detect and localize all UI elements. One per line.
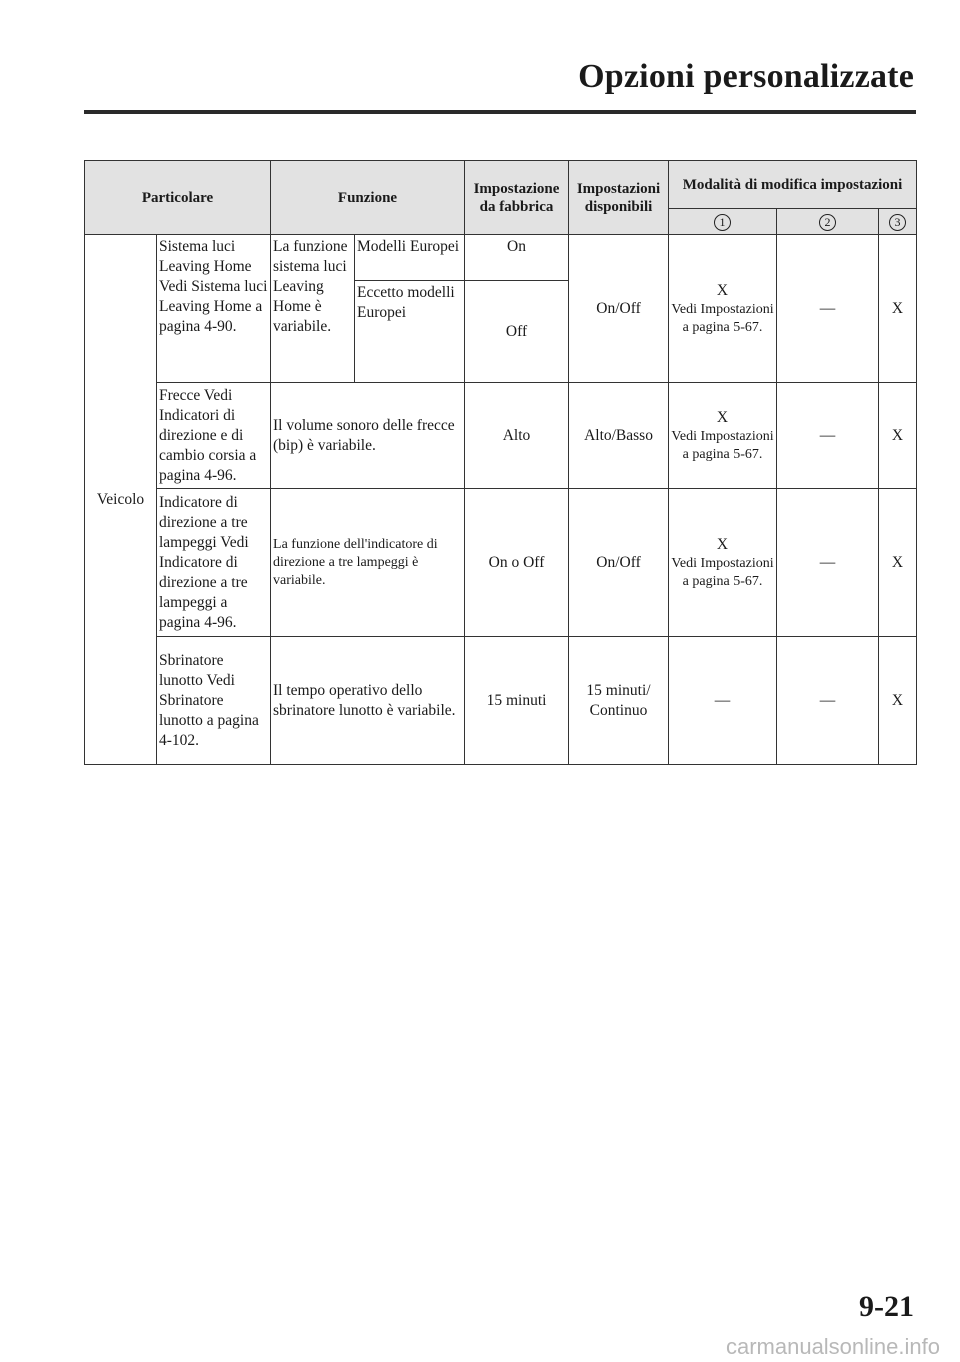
available-cell: Alto/Basso xyxy=(569,383,669,489)
mode-1-mark: X xyxy=(716,281,729,299)
factory-cell: On xyxy=(465,235,569,281)
header-modes: Modalità di modifica impostazioni xyxy=(669,161,917,209)
mode-2-circle-icon: 2 xyxy=(819,214,836,231)
mode-3-cell: X xyxy=(879,383,917,489)
item-cell: Sistema luci Leaving Home Vedi Sistema luci Leaving Home a pagina 4-90. xyxy=(157,235,271,383)
header-mode-2 xyxy=(777,209,879,235)
function-cell: La funzione dell'indicatore di direzione a tre lampeggi è variabile. xyxy=(271,489,465,637)
item-cell: Sbrinatore lunotto Vedi Sbrinatore lunotto a pagina 4-102. xyxy=(157,637,271,765)
table-row xyxy=(85,489,917,637)
table-row xyxy=(85,637,917,765)
mode-3-cell: X xyxy=(879,235,917,383)
function-cell: La funzione sistema luci Leaving Home è variabile. xyxy=(271,235,355,383)
mode-1-mark: X xyxy=(716,408,729,426)
factory-cell: 15 minuti xyxy=(465,637,569,765)
watermark-link[interactable]: carmanualsonline.info xyxy=(725,1334,940,1359)
mode-2-cell: — xyxy=(777,637,879,765)
mode-1-note: Vedi Impostazioni a pagina 5-67. xyxy=(671,301,774,335)
factory-cell: Alto xyxy=(465,383,569,489)
mode-1-note: Vedi Impostazioni a pagina 5-67. xyxy=(671,555,774,589)
function-cell: Il volume sonoro delle frecce (bip) è variabile. xyxy=(271,383,465,489)
category-cell: Veicolo xyxy=(85,235,157,765)
mode-3-cell: X xyxy=(879,637,917,765)
mode-2-cell: — xyxy=(777,489,879,637)
factory-cell: On o Off xyxy=(465,489,569,637)
factory-cell: Off xyxy=(465,281,569,383)
title-divider xyxy=(84,110,916,114)
header-particolare: Particolare xyxy=(85,161,271,235)
header-available-settings: Impostazioni disponibili xyxy=(569,161,669,235)
item-cell: Indicatore di direzione a tre lampeggi Vedi Indicatore di direzione a tre lampeggi a pagina 4-96. xyxy=(157,489,271,637)
function-cell: Il tempo operativo dello sbrinatore lunotto è variabile. xyxy=(271,637,465,765)
page-title: Opzioni personalizzate xyxy=(578,58,914,95)
mode-1-cell xyxy=(669,383,777,489)
header-factory-setting: Impostazione da fabbrica xyxy=(465,161,569,235)
page-number: 9-21 xyxy=(859,1290,914,1323)
mode-1-cell: — xyxy=(669,637,777,765)
available-cell: 15 minuti/ Continuo xyxy=(569,637,669,765)
mode-1-note: Vedi Impostazioni a pagina 5-67. xyxy=(671,428,774,462)
mode-3-circle-icon: 3 xyxy=(889,214,906,231)
mode-3-cell: X xyxy=(879,489,917,637)
mode-1-mark: X xyxy=(716,535,729,553)
mode-2-cell: — xyxy=(777,235,879,383)
mode-1-cell xyxy=(669,235,777,383)
available-cell: On/Off xyxy=(569,489,669,637)
header-mode-3 xyxy=(879,209,917,235)
header-mode-1 xyxy=(669,209,777,235)
item-cell: Frecce Vedi Indicatori di direzione e di cambio corsia a pagina 4-96. xyxy=(157,383,271,489)
header-funzione: Funzione xyxy=(271,161,465,235)
available-cell: On/Off xyxy=(569,235,669,383)
mode-1-cell xyxy=(669,489,777,637)
variant-cell: Modelli Europei xyxy=(355,235,465,281)
table-row xyxy=(85,383,917,489)
variant-cell: Eccetto modelli Europei xyxy=(355,281,465,383)
mode-1-circle-icon: 1 xyxy=(714,214,731,231)
table-row xyxy=(85,235,917,281)
mode-2-cell: — xyxy=(777,383,879,489)
header-row xyxy=(85,161,917,209)
options-table xyxy=(84,160,917,765)
